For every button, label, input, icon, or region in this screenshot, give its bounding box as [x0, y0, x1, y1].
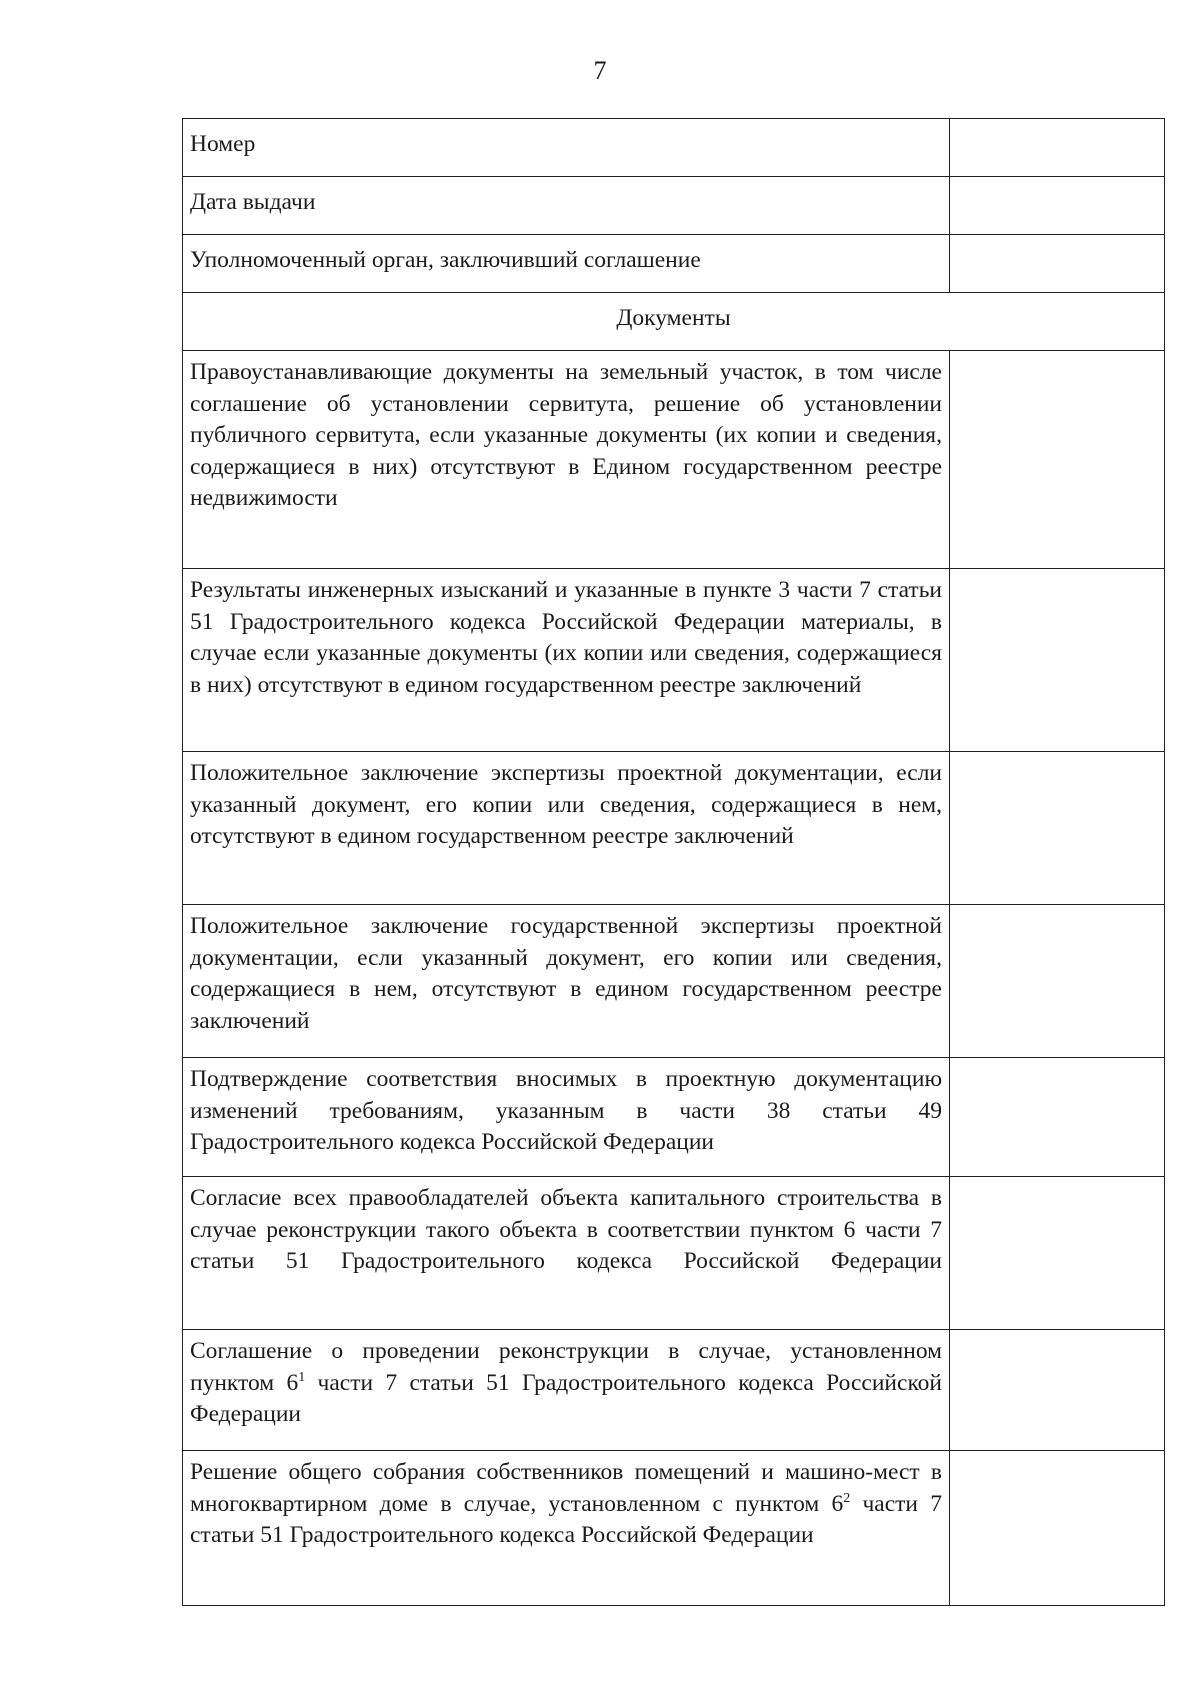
document-label-text: части 7 статьи 51 Градостроительного кодекса Российской Федерации	[190, 1490, 942, 1548]
document-label-reconstruction-agreement	[183, 1330, 950, 1451]
document-label-owners-consent: Согласие всех правообладателей объекта капитального строительства в случае реконструкции такого объекта в соответствии пунктом 6 части 7 статьи 51 Градостроительного кодекса Российской Федерации	[183, 1177, 950, 1330]
section-title: Документы	[183, 293, 1165, 351]
document-label-text: Соглашение о проведении реконструкции в случае, установленном пунктом 6	[190, 1338, 942, 1396]
table-row-document	[183, 1058, 1165, 1177]
table-row-document	[183, 351, 1165, 569]
document-value	[950, 1058, 1165, 1177]
document-value	[950, 569, 1165, 752]
field-label-issue-date: Дата выдачи	[183, 177, 950, 235]
document-label-superscript: 1	[298, 1369, 306, 1385]
document-label-title-documents: Правоустанавливающие документы на земельный участок, в том числе соглашение об установлении сервитута, решение об установлении публичного сервитута, если указанные документы (их копии и сведения, содержащиеся в них) отсутствуют в Едином государственном реестре недвижимости	[183, 351, 950, 569]
document-value	[950, 1330, 1165, 1451]
table-row-document	[183, 1451, 1165, 1606]
document-label-survey-results: Результаты инженерных изысканий и указанные в пункте 3 части 7 статьи 51 Градостроительного кодекса Российской Федерации материалы, в случае если указанные документы (их копии или сведения, содержащиеся в них) отсутствуют в едином государственном реестре заключений	[183, 569, 950, 752]
table-row-number	[183, 119, 1165, 177]
document-value	[950, 752, 1165, 905]
document-label-text: Решение общего собрания собственников помещений и машино-мест в многоквартирном доме в случае, установленном с пунктом 6	[190, 1459, 942, 1517]
document-value	[950, 905, 1165, 1058]
table-row-document	[183, 1330, 1165, 1451]
document-label-state-expertise: Положительное заключение государственной экспертизы проектной документации, если указанный документ, его копии или сведения, содержащиеся в нем, отсутствуют в едином государственном реестре заключений	[183, 905, 950, 1058]
table-row-section	[183, 293, 1165, 351]
table-row-document	[183, 1177, 1165, 1330]
document-value	[950, 1177, 1165, 1330]
field-label-number: Номер	[183, 119, 950, 177]
page-number: 7	[593, 56, 607, 85]
document-value	[950, 1451, 1165, 1606]
table-row-issue-date	[183, 177, 1165, 235]
document-label-general-meeting-decision	[183, 1451, 950, 1606]
table-row-authority	[183, 235, 1165, 293]
field-label-authority: Уполномоченный орган, заключивший соглашение	[183, 235, 950, 293]
table-row-document	[183, 905, 1165, 1058]
documents-table	[182, 118, 1165, 1606]
table-row-document	[183, 569, 1165, 752]
document-value	[950, 351, 1165, 569]
document-label-changes-confirmation: Подтверждение соответствия вносимых в проектную документацию изменений требованиям, указанным в части 38 статьи 49 Градостроительного кодекса Российской Федерации	[183, 1058, 950, 1177]
document-label-expertise-conclusion: Положительное заключение экспертизы проектной документации, если указанный документ, его копии или сведения, содержащиеся в нем, отсутствуют в едином государственном реестре заключений	[183, 752, 950, 905]
field-value-number	[950, 119, 1165, 177]
document-label-superscript: 2	[843, 1490, 851, 1506]
field-value-issue-date	[950, 177, 1165, 235]
table-row-document	[183, 752, 1165, 905]
document-label-text: части 7 статьи 51 Градостроительного кодекса Российской Федерации	[190, 1369, 942, 1427]
field-value-authority	[950, 235, 1165, 293]
